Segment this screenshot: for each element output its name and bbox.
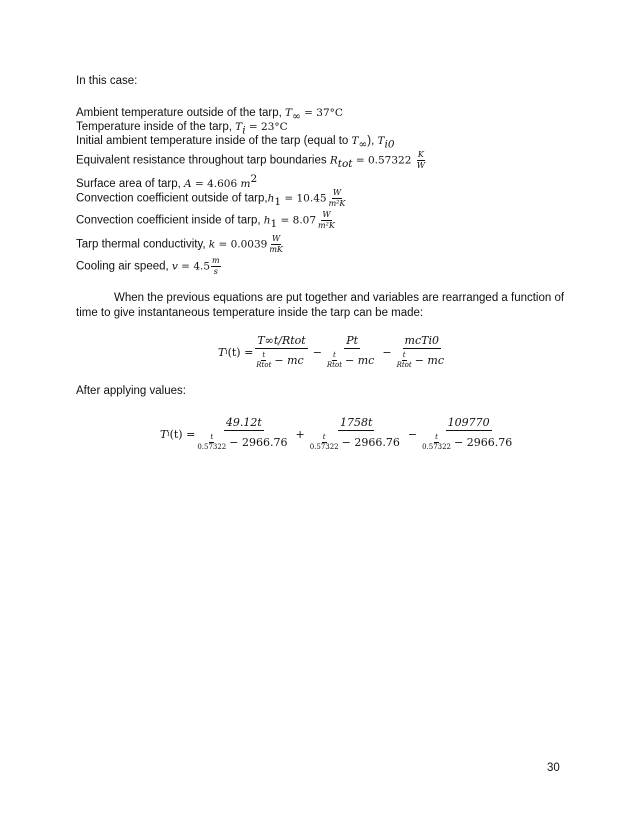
variable-symbol-2: T <box>377 135 385 147</box>
variable-label: Convection coefficient inside of tarp, <box>76 214 264 227</box>
variable-label: Tarp thermal conductivity, <box>76 238 209 251</box>
equation-general <box>218 334 449 370</box>
equation-lhs: T <box>218 345 226 359</box>
variable-label: Initial ambient temperature inside of the tarp (equal to <box>76 135 352 147</box>
variable-subscript-2: i0 <box>384 138 395 151</box>
variable-label: Surface area of tarp, <box>76 177 185 190</box>
equation-applied <box>160 416 517 452</box>
variable-symbol: A <box>184 177 192 190</box>
intro-text: In this case: <box>76 75 138 87</box>
variable-symbol: h <box>267 192 275 205</box>
page-number: 30 <box>547 762 560 774</box>
variable-subscript: i <box>242 124 246 137</box>
variable-air-speed <box>76 256 222 277</box>
term-numerator: 1758t <box>340 416 373 429</box>
operator-minus: − <box>407 427 418 441</box>
term-numerator: T∞t/Rtot <box>257 334 306 347</box>
variable-value: = 37°C <box>300 107 343 119</box>
variable-initial-temp <box>76 134 395 151</box>
equation-term-2: 1758t t 0.57322 − 2966.76 <box>309 416 400 451</box>
operator-plus: + <box>295 427 305 441</box>
equation-term-3: mcTi0 t Rtot − mc <box>396 334 444 369</box>
variable-subscript: 1 <box>274 195 282 208</box>
after-values-text: After applying values: <box>76 385 186 397</box>
unit-fraction: $\frac{W}{\text{m²K}}$ <box>318 210 335 230</box>
variable-symbol: T <box>351 135 359 147</box>
term-numerator: 49.12t <box>225 416 262 429</box>
variable-label: Ambient temperature outside of the tarp, <box>76 107 286 119</box>
unit-fraction: $\frac{K}{W}$ <box>416 150 425 170</box>
equation-term-1: T∞t/Rtot t Rtot − mc <box>256 334 306 369</box>
equation-term-3: 109770 t 0.57322 − 2966.76 <box>422 416 513 451</box>
unit-fraction: $\frac{W}{\text{m²K}}$ <box>328 188 346 208</box>
operator-minus: − <box>312 345 322 359</box>
variable-subscript: 1 <box>270 217 278 230</box>
variable-label: Temperature inside of the tarp, <box>76 121 236 133</box>
variable-symbol: R <box>329 154 338 167</box>
equation-term-2: Pt t Rtot − mc <box>326 334 375 369</box>
term-numerator: 109770 <box>447 416 490 429</box>
variable-value: = 10.45 <box>281 192 327 205</box>
variable-resistance <box>76 150 427 171</box>
variable-symbol: T <box>235 121 243 133</box>
variable-thermal-conductivity <box>76 234 285 255</box>
equation-lhs: T <box>160 427 168 441</box>
variable-subscript: tot <box>337 157 353 170</box>
variable-subscript: ∞ <box>292 110 301 123</box>
variable-symbol: k <box>208 238 216 251</box>
unit-fraction: $\frac{W}{mK}$ <box>269 234 283 254</box>
variable-symbol: T <box>285 107 293 119</box>
equation-lhs-subscript: i <box>167 430 170 438</box>
variable-label: Convection coefficient outside of tarp, <box>76 192 268 205</box>
variable-label: Equivalent resistance throughout tarp boundaries <box>76 154 330 167</box>
variable-value: = 4.606 <box>191 177 241 190</box>
equation-lhs-arg: (t) = <box>227 345 254 359</box>
equation-lhs-arg: (t) = <box>169 427 196 441</box>
variable-subscript: ∞ <box>358 138 368 151</box>
variable-convection-outside <box>76 188 347 209</box>
unit-fraction: $\frac{m}{s}$ <box>212 256 220 276</box>
variable-value: = 0.0039 <box>215 238 268 251</box>
variable-unit-superscript: 2 <box>250 173 258 185</box>
variable-convection-inside <box>76 210 337 231</box>
variable-symbol: v <box>171 260 178 273</box>
term-numerator: Pt <box>346 334 359 347</box>
equation-lhs-subscript: i <box>225 348 228 356</box>
variable-label: Cooling air speed, <box>76 260 172 273</box>
term-numerator: mcTi0 <box>404 334 439 347</box>
equation-term-1: 49.12t t 0.57322 − 2966.76 <box>197 416 288 451</box>
variable-symbol: h <box>263 214 271 227</box>
variable-unit: m <box>240 177 251 190</box>
variable-value: = 23°C <box>245 121 288 133</box>
variable-value: = 8.07 <box>277 214 317 227</box>
body-paragraph: When the previous equations are put together and variables are rearranged a function of time to give instantaneous temperature inside the tarp can be made: <box>76 292 565 319</box>
variable-value: = 0.57322 <box>352 154 415 167</box>
operator-minus: − <box>382 345 392 359</box>
variable-value: = 4.5 <box>177 260 211 273</box>
variable-value-tail: ), <box>367 135 378 147</box>
